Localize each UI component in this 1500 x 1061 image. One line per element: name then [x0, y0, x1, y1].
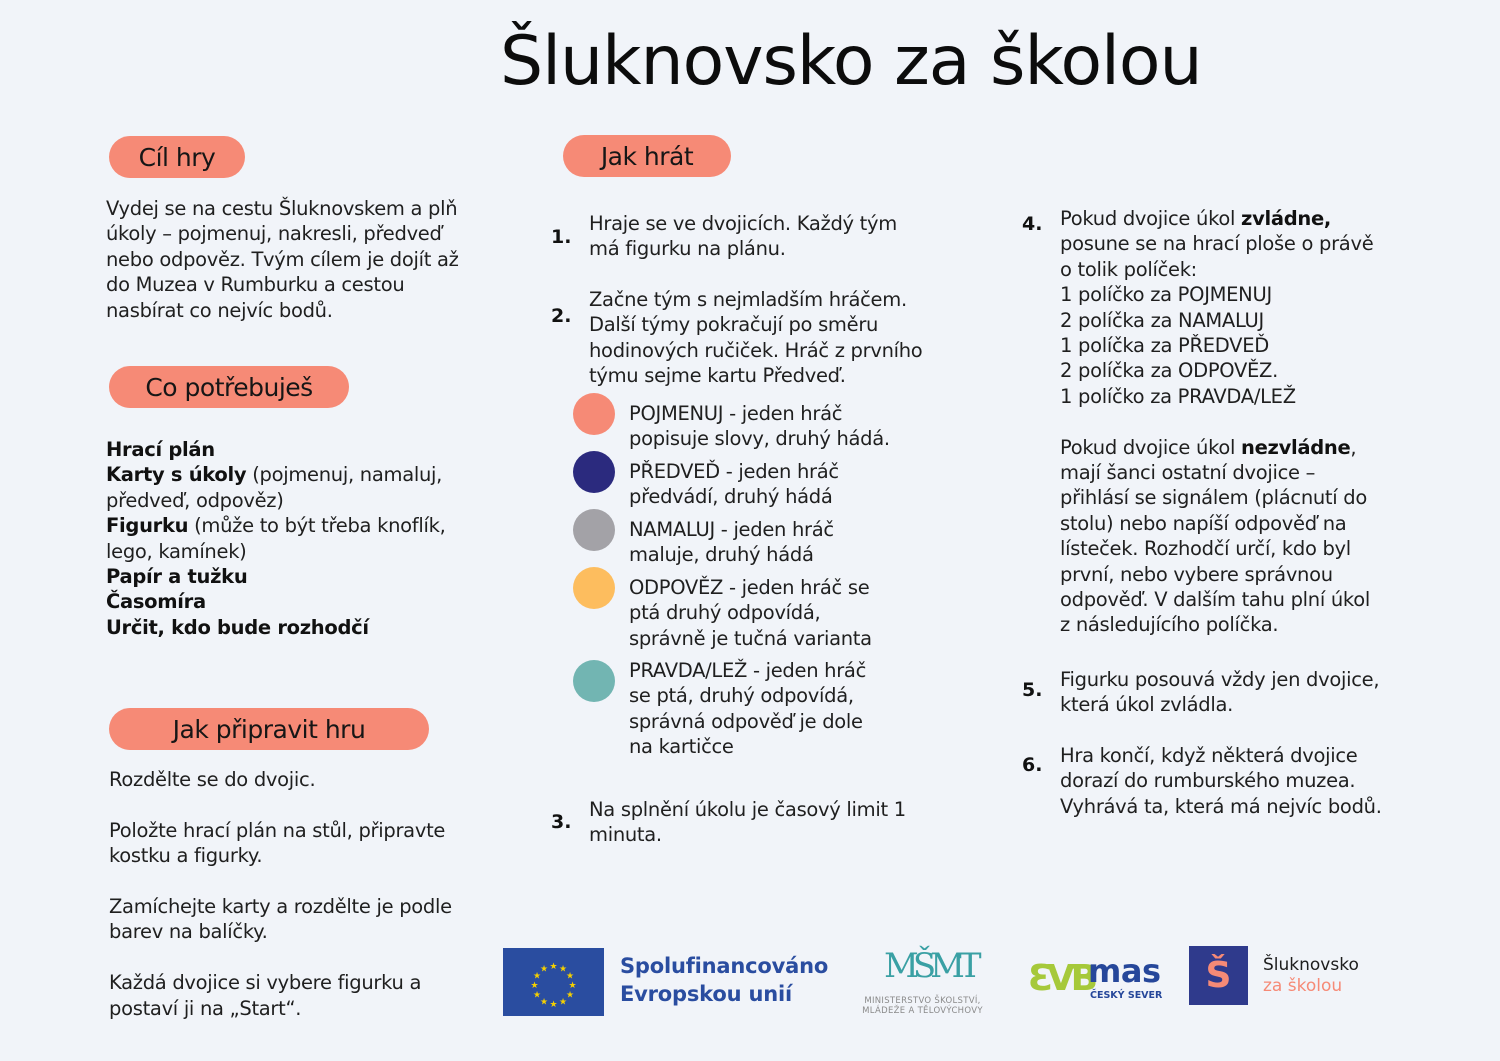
needs-item: Figurku (může to být třeba knoflík,: [106, 514, 446, 538]
step-3-text: Na splnění úkolu je časový limit 1 minuta.: [589, 798, 906, 847]
sluknovsko-logo-line1: Šluknovsko: [1263, 955, 1359, 975]
card-color-dot: [573, 567, 615, 609]
svg-text:★: ★: [558, 997, 568, 1008]
goal-line: nebo odpověz. Tvým cílem je dojít až: [106, 247, 459, 271]
needs-list: [106, 437, 445, 640]
mas-logo-word: mas: [1088, 952, 1161, 990]
prepare-paragraph: Každá dvojice si vybere figurku a postaví ji na „Start“.: [109, 971, 422, 1020]
svg-text:★: ★: [565, 971, 575, 982]
prepare-paragraph: Zamíchejte karty a rozdělte je podle barev na balíčky.: [109, 895, 452, 944]
goal-line: úkoly – pojmenuj, nakresli, předveď: [106, 222, 442, 246]
goal-heading: Cíl hry: [109, 136, 245, 178]
sluknovsko-logo-mark: Š: [1189, 946, 1248, 1005]
needs-item: Hrací plán: [106, 438, 215, 461]
eu-flag-logo: [503, 948, 604, 1016]
card-odpovez: ODPOVĚZ - jeden hráč se ptá druhý odpovídá, správně je tučná varianta: [629, 576, 872, 650]
needs-item: Papír a tužku: [106, 565, 248, 589]
eu-stars-icon: [503, 948, 604, 1016]
step-5-text: Figurku posouvá vždy jen dvojice, která úkol zvládla.: [1060, 668, 1380, 717]
step-4-text: Pokud dvojice úkol zvládne, posune se na hrací ploše o právě o tolik políček: 1 políčko za POJMENUJ 2 políčka za NAMALUJ 1 políčka za PŘEDVEĎ 2 políčka za ODPOVĚZ. 1 políčko za PRAVDA/LEŽ Pokud dvojice úkol nezvládne, mají šanci ostatní dvojice – přihlásí se signálem (plácnutí do stolu) nebo napíší odpověď na lísteček. Rozhodčí určí, kdo byl první, nebo vybere správnou odpověď. V dalším tahu plní úkol z následujícího políčka.: [1060, 207, 1374, 637]
svg-text:★: ★: [558, 964, 568, 975]
svg-text:★: ★: [532, 990, 542, 1001]
mas-logo-subtitle: ČESKÝ SEVER: [1090, 990, 1163, 1001]
svg-text:★: ★: [539, 997, 549, 1008]
svg-text:★: ★: [568, 981, 577, 991]
step-2-text: Začne tým s nejmladším hráčem. Další týmy pokračují po směru hodinových ručiček. Hráč z prvního týmu sejme kartu Předveď.: [589, 288, 923, 388]
mas-logo-mark: ƐVƁ: [1028, 958, 1093, 999]
svg-text:★: ★: [565, 990, 575, 1001]
step-number: 2.: [551, 305, 572, 327]
howto-heading: Jak hrát: [563, 135, 731, 177]
page-title: Šluknovsko za školou: [500, 22, 1202, 101]
card-predved: PŘEDVEĎ - jeden hráč předvádí, druhý hádá: [629, 460, 839, 509]
card-namaluj: NAMALUJ - jeden hráč maluje, druhý hádá: [629, 518, 834, 567]
svg-text:★: ★: [549, 1000, 558, 1010]
svg-text:★: ★: [539, 964, 549, 975]
needs-heading: Co potřebuješ: [109, 366, 349, 408]
step-1-text: Hraje se ve dvojicích. Každý tým má figurku na plánu.: [589, 212, 897, 261]
card-color-dot: [573, 660, 615, 702]
step-number: 1.: [551, 226, 572, 248]
goal-line: do Muzea v Rumburku a cestou: [106, 273, 405, 297]
needs-item: Časomíra: [106, 590, 206, 614]
prepare-paragraph: Položte hrací plán na stůl, připravte kostku a figurky.: [109, 818, 446, 868]
step-number: 3.: [551, 811, 572, 833]
msmt-logo-mark: MŠMT: [884, 946, 976, 986]
goal-line: Vydej se na cestu Šluknovskem a plň: [106, 197, 458, 220]
goal-text: [106, 196, 459, 323]
goal-line: nasbírat co nejvíc bodů.: [106, 298, 333, 322]
step-number: 5.: [1022, 679, 1043, 701]
step-number: 4.: [1022, 213, 1043, 235]
msmt-logo-text: MINISTERSTVO ŠKOLSTVÍ, MLÁDEŽE A TĚLOVÝCHOVY: [862, 996, 983, 1016]
svg-text:★: ★: [549, 962, 558, 972]
needs-item: předveď, odpověz): [106, 488, 284, 512]
eu-cofinanced-text: Spolufinancováno Evropskou unií: [620, 954, 829, 1006]
prepare-text: [109, 767, 452, 1046]
card-pojmenuj: POJMENUJ - jeden hráč popisuje slovy, druhý hádá.: [629, 402, 890, 451]
card-color-dot: [573, 393, 615, 435]
svg-text:★: ★: [530, 981, 539, 991]
needs-item: Určit, kdo bude rozhodčí: [106, 615, 369, 639]
prepare-heading: Jak připravit hru: [109, 708, 429, 750]
step-number: 6.: [1022, 754, 1043, 776]
step-6-text: Hra končí, když některá dvojice dorazí do rumburského muzea. Vyhrává ta, která má nejvíc bodů.: [1060, 744, 1382, 818]
svg-text:★: ★: [532, 971, 542, 982]
card-color-dot: [573, 509, 615, 551]
card-pravda-lez: PRAVDA/LEŽ - jeden hráč se ptá, druhý odpovídá, správná odpověď je dole na kartičce: [629, 659, 867, 759]
card-color-dot: [573, 451, 615, 493]
needs-item: Karty s úkoly (pojmenuj, namaluj,: [106, 463, 443, 487]
sluknovsko-logo-line2: za školou: [1263, 976, 1343, 996]
prepare-paragraph: Rozdělte se do dvojic.: [109, 768, 316, 791]
needs-item: lego, kamínek): [106, 539, 247, 563]
